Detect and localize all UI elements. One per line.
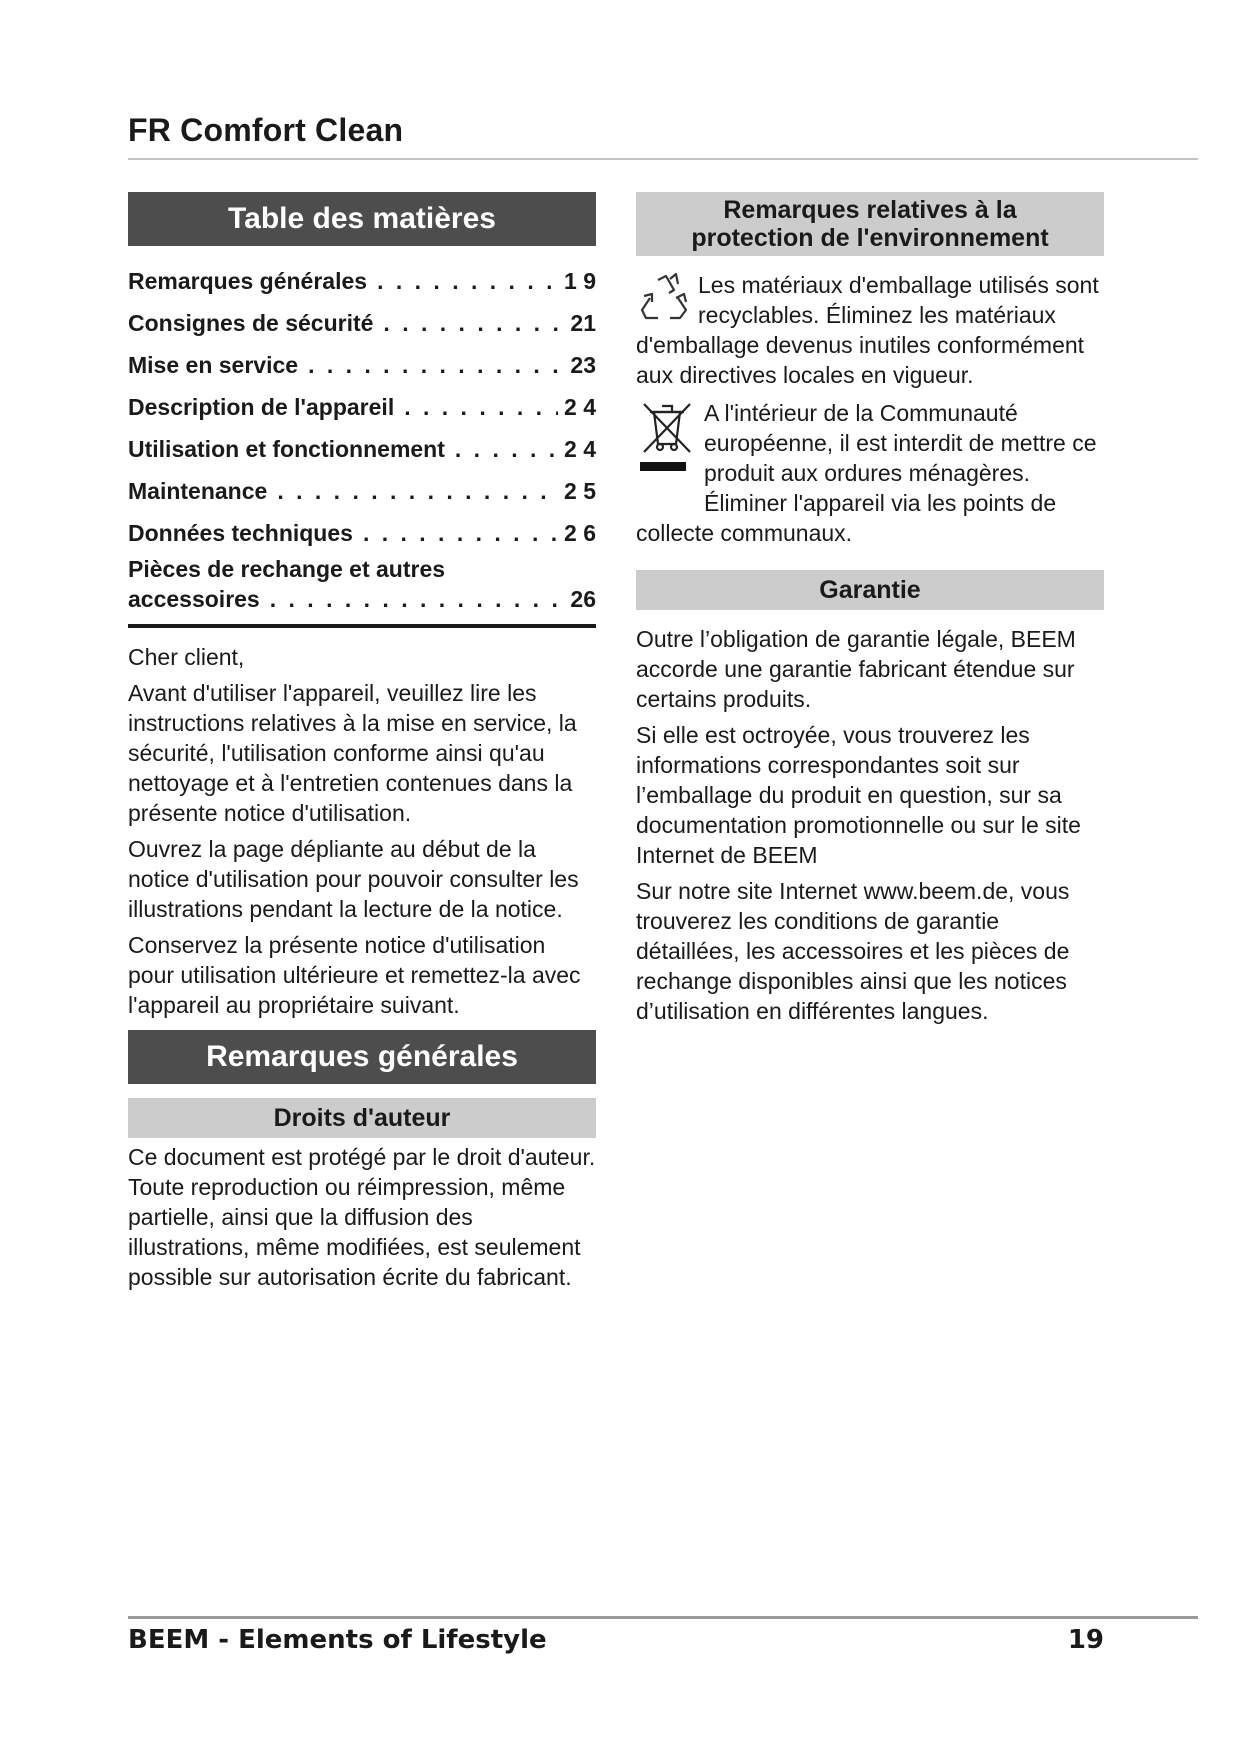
toc-item[interactable] <box>128 380 596 422</box>
toc-item-title-continued: accessoires <box>128 586 260 612</box>
warranty-heading: Garantie <box>636 570 1104 610</box>
toc-leader <box>404 392 558 422</box>
header-divider <box>128 158 1198 160</box>
intro-paragraph: Avant d'utiliser l'appareil, veuillez lire les instructions relatives à la mise en service, la sécurité, l'utilisation conforme ainsi qu'au nettoyage et à l'entretien contenues dans la présente notice d'utilisation. <box>128 680 577 826</box>
warranty-paragraph: Si elle est octroyée, vous trouverez les informations correspondantes soit sur l’emballage du produit en question, sur sa documentation promotionnelle ou sur le site Internet de BEEM <box>636 722 1081 868</box>
copyright-heading: Droits d'auteur <box>128 1098 596 1138</box>
copyright-text: Ce document est protégé par le droit d'auteur. Toute reproduction ou réimpression, même partielle, ainsi que la diffusion des illustrations, même modifiées, est seulement possible sur autorisation écrite du fabricant. <box>128 1144 596 1290</box>
weee-text: A l'intérieur de la Communauté européenne, il est interdit de mettre ce produit aux ordures ménagères. Éliminer l'appareil via les points de collecte communaux. <box>636 400 1097 546</box>
toc-item[interactable] <box>128 554 596 614</box>
table-of-contents <box>128 254 596 614</box>
warranty-paragraph: Outre l’obligation de garantie légale, BEEM accorde une garantie fabricant étendue sur certains produits. <box>636 626 1076 712</box>
toc-item-page: 2 4 <box>564 394 596 420</box>
weee-note <box>636 398 1104 548</box>
recycle-icon <box>636 270 692 330</box>
toc-item-title: Utilisation et fonctionnement <box>128 436 445 462</box>
toc-item-title: Description de l'appareil <box>128 394 395 420</box>
toc-item[interactable] <box>128 296 596 338</box>
general-notes-heading: Remarques générales <box>128 1030 596 1084</box>
toc-item[interactable] <box>128 464 596 506</box>
toc-item-page: 21 <box>570 310 596 336</box>
recycling-note <box>636 270 1104 390</box>
toc-item-page: 2 4 <box>564 436 596 462</box>
toc-item-title: Consignes de sécurité <box>128 310 374 336</box>
toc-item-line <box>128 584 596 614</box>
left-column <box>128 192 596 1298</box>
toc-leader <box>308 350 564 380</box>
intro-paragraph: Ouvrez la page dépliante au début de la notice d'utilisation pour pouvoir consulter les illustrations pendant la lecture de la notice. <box>128 836 579 922</box>
intro-paragraph: Conservez la présente notice d'utilisation pour utilisation ultérieure et remettez-la avec l'appareil au propriétaire suivant. <box>128 932 581 1018</box>
toc-leader <box>377 266 558 296</box>
toc-item-title: Remarques générales <box>128 268 368 294</box>
environment-heading-line: protection de l'environnement <box>691 224 1049 252</box>
toc-item-title: Données techniques <box>128 520 353 546</box>
toc-item-title: Mise en service <box>128 352 299 378</box>
toc-item-page: 2 5 <box>564 478 596 504</box>
toc-leader <box>455 434 558 464</box>
toc-item[interactable] <box>128 422 596 464</box>
toc-item[interactable] <box>128 338 596 380</box>
page-title: FR Comfort Clean <box>128 112 404 148</box>
toc-item-title: Maintenance <box>128 478 268 504</box>
toc-item-title: Pièces de rechange et autres <box>128 556 446 582</box>
warranty-paragraph: Sur notre site Internet www.beem.de, vous trouverez les conditions de garantie détaillées, les accessoires et les pièces de rechange disponibles ainsi que les notices d’utilisation en différentes langues. <box>636 878 1070 1024</box>
environment-heading-line: Remarques relatives à la <box>723 196 1017 224</box>
right-column <box>636 192 1104 1032</box>
toc-item-page: 23 <box>570 352 596 378</box>
toc-leader <box>363 518 558 548</box>
environment-heading <box>636 192 1104 256</box>
crossed-bin-icon <box>636 398 698 498</box>
footer-divider <box>128 1616 1198 1619</box>
page-number: 19 <box>1067 1625 1104 1655</box>
toc-item-page: 26 <box>570 586 596 612</box>
toc-item[interactable] <box>128 506 596 548</box>
toc-leader <box>270 584 565 614</box>
toc-item[interactable] <box>128 254 596 296</box>
toc-leader <box>383 308 564 338</box>
toc-item-page: 2 6 <box>564 520 596 546</box>
toc-divider <box>128 624 596 628</box>
greeting: Cher client, <box>128 644 245 670</box>
toc-item-page: 1 9 <box>564 268 596 294</box>
recycling-text: Les matériaux d'emballage utilisés sont recyclables. Éliminez les matériaux d'emballage devenus inutiles conformément aux directives locales en vigueur. <box>636 272 1099 388</box>
footer-brand: BEEM - Elements of Lifestyle <box>128 1625 547 1655</box>
toc-heading: Table des matières <box>128 192 596 246</box>
toc-leader <box>277 476 558 506</box>
